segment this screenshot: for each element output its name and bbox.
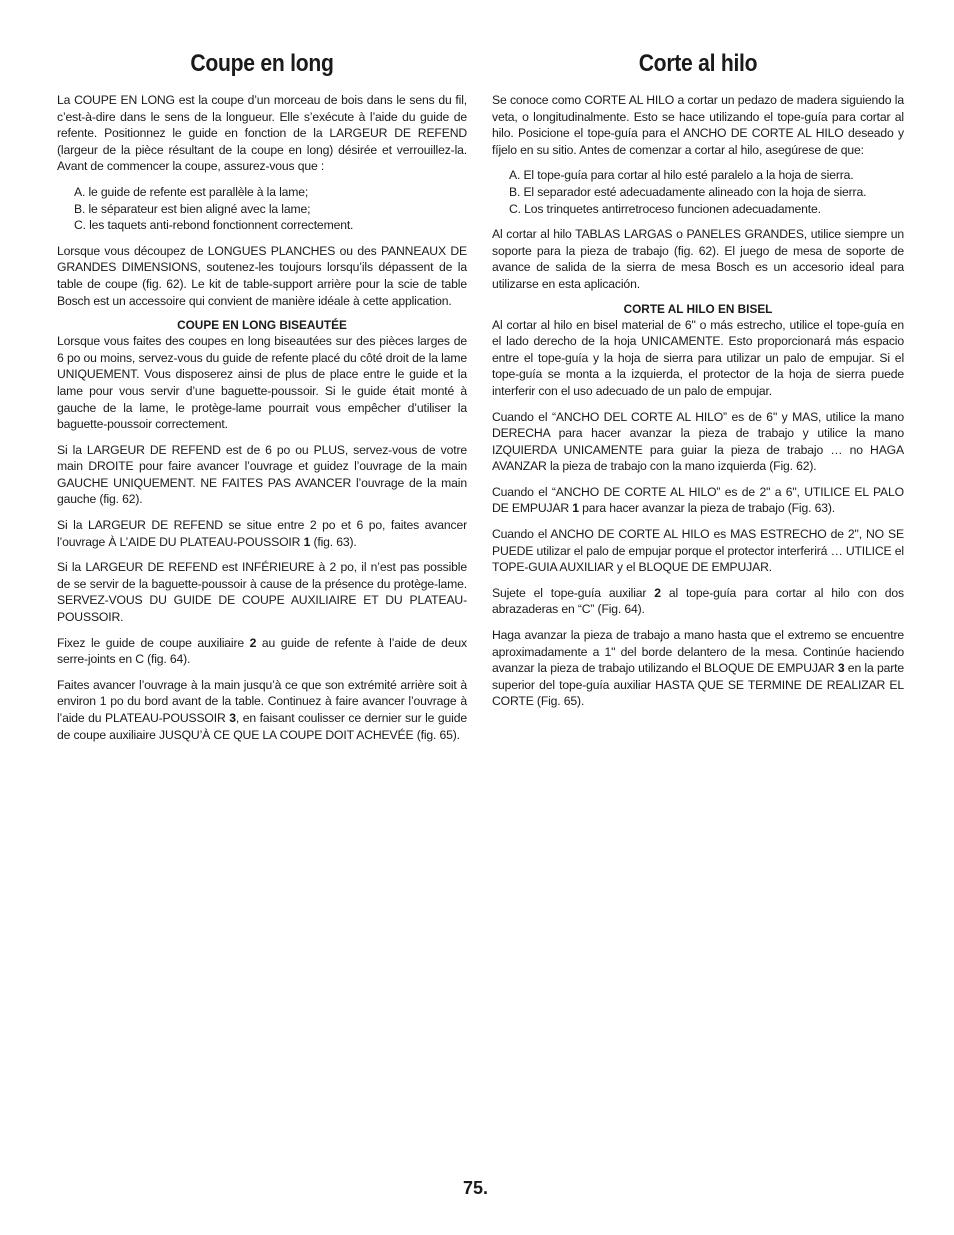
spanish-two-six bbox=[492, 484, 904, 517]
spanish-checklist-item-b: B. El separador esté adecuadamente alineado con la hoja de sierra. bbox=[509, 184, 867, 199]
spanish-fix-text: Sujete el tope-guía auxiliar bbox=[492, 585, 655, 600]
spanish-two-six-tail: para hacer avanzar la pieza de trabajo (Fig. 63). bbox=[578, 501, 835, 516]
french-feed-tail: , en faisant coulisser ce dernier sur le guide de coupe auxiliaire JUSQU’À CE QUE LA COUPE DOIT ACHEVÉE (fig. 65). bbox=[57, 711, 467, 742]
french-bevel-text: Lorsque vous faites des coupes en long biseautées sur des pièces larges de 6 po ou moins, servez-vous du guide de refente placé du côté droit de la lame UNIQUEMENT. Vous disposerez ainsi de plus de place entre le guide et la lame pour vous servir d’une baguette-poussoir. Si le guide était monté à gauche de la lame, le protège-lame pourrait vous empêcher d’utiliser la baguette-poussoir correctement. bbox=[57, 334, 467, 432]
french-feed-ref: 3 bbox=[229, 711, 236, 725]
spanish-title: Corte al hilo bbox=[638, 50, 758, 77]
french-under-two: Si la LARGEUR DE REFEND est INFÉRIEURE à 2 po, il n’est pas possible de se servir de la baguette-poussoir à cause de la présence du protège-lame. SERVEZ-VOUS DU GUIDE DE COUPE AUXILIAIRE ET DU PLATEAU-POUSSOIR. bbox=[57, 560, 467, 625]
spanish-fix bbox=[492, 585, 904, 618]
spanish-bevel-heading: CORTE AL HILO EN BISEL bbox=[623, 301, 773, 316]
french-fix-ref: 2 bbox=[249, 635, 257, 650]
french-two-six-text: Si la LARGEUR DE REFEND se situe entre 2 po et 6 po, faites avancer l’ouvrage À L’AIDE DU PLATEAU-POUSSOIR bbox=[57, 518, 467, 549]
french-column bbox=[57, 50, 467, 752]
spanish-two-six-text: Cuando el “ANCHO DE CORTE AL HILO” es de 2" a 6", UTILICE EL PALO DE EMPUJAR bbox=[492, 484, 904, 516]
spanish-intro: Se conoce como CORTE AL HILO a cortar un pedazo de madera siguiendo la veta, o longitudinalmente. Esto se hace utilizando el tope-guía para cortar al hilo. Posicione el tope-guía para el ANCHO DE CORTE AL HILO deseado y fíjelo en su sitio. Antes de comenzar a cortar al hilo, asegúrese de que: bbox=[492, 93, 904, 157]
french-six-plus: Si la LARGEUR DE REFEND est de 6 po ou PLUS, servez-vous de votre main DROITE pour faire avancer l’ouvrage et guidez l’ouvrage de la main GAUCHE UNIQUEMENT. NE FAITES PAS AVANCER l’ouvrage de la main gauche (fig. 62). bbox=[57, 442, 467, 507]
french-checklist-item-a: A. le guide de refente est parallèle à la lame; bbox=[74, 184, 309, 199]
french-bevel-heading: COUPE EN LONG BISEAUTÉE bbox=[177, 318, 347, 333]
spanish-bevel-text: Al cortar al hilo en bisel material de 6" o más estrecho, utilice el tope-guía en el lado derecho de la hoja UNICAMENTE. Esto proporcionará más espacio entre el tope-guía y la hoja de sierra para utilizar un palo de empujar. Si el tope-guía se monta a la izquierda, el protector de la hoja de sierra puede interferir con el uso adecuado de un palo de empujar. bbox=[492, 317, 904, 398]
spanish-two-six-ref: 1 bbox=[572, 501, 579, 516]
page-number: 75. bbox=[463, 1178, 489, 1198]
french-intro: La COUPE EN LONG est la coupe d’un morceau de bois dans le sens du fil, c’est-à-dire dans le sens de la longueur. Elle s’exécute à l’aide du guide de refente. Positionnez le guide en fonction de la LARGEUR DE REFEND (largeur de la pièce résultant de la coupe en long) désirée et verrouillez-la. Avant de commencer la coupe, assurez-vous que : bbox=[57, 93, 467, 174]
french-checklist-item-b: B. le séparateur est bien aligné avec la lame; bbox=[74, 201, 311, 216]
french-feed-text: Faites avancer l’ouvrage à la main jusqu’à ce que son extrémité arrière soit à environ 1 po du bord avant de la table. Continuez à faire avancer l’ouvrage à l’aide du PLATEAU-POUSSOIR bbox=[57, 677, 467, 725]
spanish-feed bbox=[492, 627, 904, 710]
french-two-six-tail: (fig. 63). bbox=[310, 534, 357, 549]
spanish-long-boards: Al cortar al hilo TABLAS LARGAS o PANELES GRANDES, utilice siempre un soporte para la pieza de trabajo (fig. 62). El juego de mesa de soporte de avance de salida de la sierra de mesa Bosch es un accesorio ideal para utilizarse en esta aplicación. bbox=[492, 227, 904, 291]
spanish-checklist-item-c: C. Los trinquetes antirretroceso funcionen adecuadamente. bbox=[509, 201, 821, 216]
spanish-checklist-item-a: A. El tope-guía para cortar al hilo esté paralelo a la hoja de sierra. bbox=[509, 168, 854, 183]
french-two-six-ref: 1 bbox=[303, 534, 311, 549]
spanish-fix-ref: 2 bbox=[654, 585, 661, 600]
french-feed bbox=[57, 677, 467, 743]
spanish-feed-tail: en la parte superior del tope-guía auxiliar HASTA QUE SE TERMINE DE REALIZAR EL CORTE (Fig. 65). bbox=[492, 661, 904, 709]
french-checklist bbox=[74, 184, 467, 234]
spanish-fix-tail: al tope-guía para cortar al hilo con dos abrazaderas en “C” (Fig. 64). bbox=[492, 585, 904, 617]
spanish-six-plus: Cuando el “ANCHO DEL CORTE AL HILO” es de 6" y MAS, utilice la mano DERECHA para hacer avanzar la pieza de trabajo y utilice la mano IZQUIERDA UNICAMENTE para guiar la pieza de trabajo … no HAGA AVANZAR la pieza de trabajo con la mano izquierda (Fig. 62). bbox=[492, 409, 904, 474]
spanish-feed-ref: 3 bbox=[837, 661, 845, 676]
spanish-under-two: Cuando el ANCHO DE CORTE AL HILO es MAS ESTRECHO de 2", NO SE PUEDE utilizar el palo de empujar porque el protector interferirá … UTILICE el TOPE-GUIA AUXILIAR y el BLOQUE DE EMPUJAR. bbox=[492, 527, 904, 575]
french-fix-text: Fixez le guide de coupe auxiliaire bbox=[57, 635, 250, 650]
spanish-feed-text: Haga avanzar la pieza de trabajo a mano hasta que el extremo se encuentre aproximadamente a 1" del borde delantero de la mesa. Continúe haciendo avanzar la pieza de trabajo utilizando el BLOQUE DE EMPUJAR bbox=[492, 628, 904, 676]
spanish-checklist bbox=[509, 167, 904, 217]
spanish-column bbox=[492, 50, 904, 719]
french-long-boards: Lorsque vous découpez de LONGUES PLANCHES ou des PANNEAUX DE GRANDES DIMENSIONS, soutenez-les toujours lorsqu’ils dépassent de la table de coupe (fig. 62). Le kit de table-support arrière pour la scie de table Bosch est un accessoire qui convient de manière idéale à cette application. bbox=[57, 243, 467, 308]
french-checklist-item-c: C. les taquets anti-rebond fonctionnent correctement. bbox=[74, 218, 354, 233]
french-fix-tail: au guide de refente à l’aide de deux serre-joints en C (fig. 64). bbox=[57, 635, 467, 667]
french-two-six bbox=[57, 517, 467, 550]
french-title: Coupe en long bbox=[190, 50, 334, 77]
french-fix bbox=[57, 635, 467, 668]
